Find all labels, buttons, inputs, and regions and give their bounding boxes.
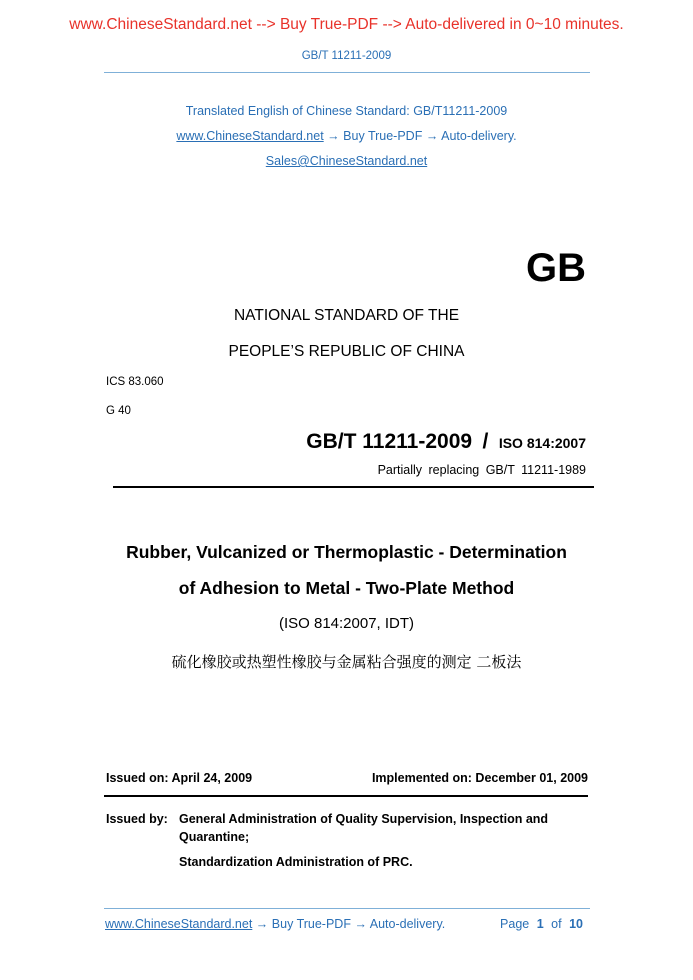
issuer-line2: Quarantine; [179, 830, 250, 844]
arrow-right-icon: → [425, 129, 439, 143]
of-word: of [551, 917, 562, 931]
iso-reference: (ISO 814:2007, IDT) [278, 615, 415, 632]
site-link[interactable]: www.ChineseStandard.net [176, 129, 324, 143]
title-line1: Rubber, Vulcanized or Thermoplastic - Determination [126, 542, 567, 562]
footer-rule [104, 908, 590, 909]
buy-line [0, 129, 693, 143]
issued-by-label: Issued by: [106, 812, 168, 826]
email-line [0, 154, 693, 168]
top-banner[interactable]: www.ChineseStandard.net --> Buy True-PDF --> Auto-delivered in 0~10 minutes. [69, 16, 624, 33]
standard-rule [113, 486, 594, 488]
implemented-date: Implemented on: December 01, 2009 [371, 771, 588, 785]
group-code: G 40 [106, 405, 131, 417]
auto-delivery-text: Auto-delivery. [441, 129, 517, 143]
page-number: 1 [536, 917, 544, 931]
sales-email-link[interactable]: Sales@ChineseStandard.net [265, 154, 428, 168]
chinese-title: 硫化橡胶或热塑性橡胶与金属粘合强度的测定 二板法 [171, 653, 522, 671]
ics-code: ICS 83.060 [106, 376, 164, 388]
header-doc-code: GB/T 11211-2009 [301, 50, 392, 62]
footer-site-link[interactable]: www.ChineseStandard.net [105, 917, 253, 931]
buy-true-pdf-text: Buy True-PDF [343, 129, 423, 143]
issuer-line1: General Administration of Quality Supervision, Inspection and [179, 812, 549, 826]
arrow-right-icon: → [354, 917, 367, 931]
replacing-note: Partially replacing GB/T 11211-1989 [377, 463, 586, 477]
iso-number: ISO 814:2007 [498, 435, 586, 451]
national-standard-line1: NATIONAL STANDARD OF THE [233, 307, 460, 324]
issued-date: Issued on: April 24, 2009 [106, 771, 253, 785]
separator: / [482, 430, 489, 453]
translation-note: Translated English of Chinese Standard: GB/T11211-2009 [185, 104, 508, 118]
title-line2: of Adhesion to Metal - Two-Plate Method [178, 578, 515, 598]
dates-rule [104, 795, 588, 797]
arrow-right-icon: → [255, 917, 269, 931]
page-word: Page [500, 917, 530, 931]
page-indicator [500, 917, 583, 931]
footer-buy-text: Buy True-PDF [271, 917, 351, 931]
footer-buy-line [105, 917, 445, 931]
issuer-line3: Standardization Administration of PRC. [179, 855, 413, 869]
standard-number [306, 430, 586, 454]
national-standard-line2: PEOPLE’S REPUBLIC OF CHINA [228, 343, 465, 360]
arrow-right-icon: → [327, 129, 340, 143]
gb-logo: GB [526, 246, 586, 290]
page-total: 10 [569, 917, 583, 931]
gb-number: GB/T 11211-2009 [306, 430, 473, 453]
header-rule [104, 72, 590, 73]
footer-auto-text: Auto-delivery. [369, 917, 446, 931]
